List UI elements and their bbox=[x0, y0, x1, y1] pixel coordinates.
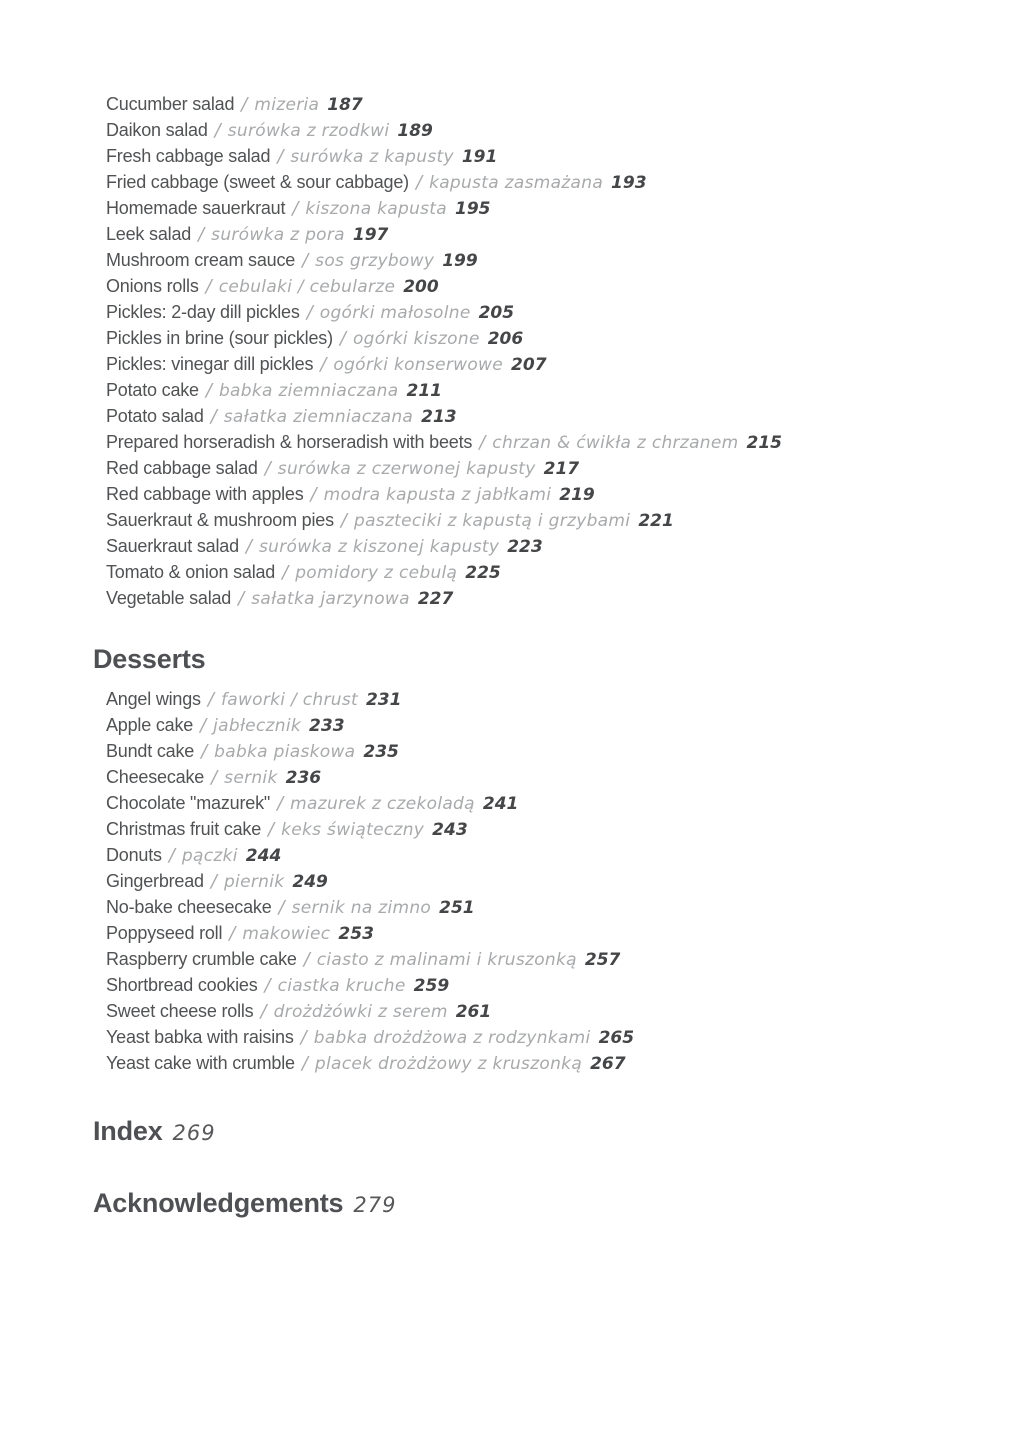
entry-page-number: 257 bbox=[584, 950, 621, 970]
entry-title-pl: jabłecznik bbox=[213, 716, 302, 736]
section-heading-block-desserts bbox=[0, 644, 1027, 674]
entry-title-en: Bundt cake bbox=[106, 741, 195, 761]
entry-title-en: Pickles in brine (sour pickles) bbox=[106, 328, 333, 348]
separator-slash: / bbox=[292, 198, 299, 219]
entry-title-pl: kiszona kapusta bbox=[305, 199, 447, 219]
entry-title-pl: surówka z rzodkwi bbox=[227, 121, 390, 141]
entry-title-en: Homemade sauerkraut bbox=[106, 198, 286, 218]
toc-entry bbox=[0, 273, 1027, 299]
toc-entry bbox=[0, 686, 1027, 712]
entry-title-en: No-bake cheesecake bbox=[106, 897, 272, 917]
entry-title-pl: babka piaskowa bbox=[214, 742, 356, 762]
entry-title-en: Poppyseed roll bbox=[106, 923, 223, 943]
entry-title-pl: sernik bbox=[224, 768, 278, 788]
toc-entry bbox=[0, 299, 1027, 325]
entry-title-pl: pomidory z cebulą bbox=[295, 563, 458, 583]
separator-slash: / bbox=[282, 562, 289, 583]
toc-entry bbox=[0, 1024, 1027, 1050]
entry-title-en: Potato cake bbox=[106, 380, 199, 400]
separator-slash: / bbox=[245, 536, 252, 557]
entry-title-en: Christmas fruit cake bbox=[106, 819, 262, 839]
entry-page-number: 235 bbox=[363, 742, 399, 762]
entry-title-en: Pickles: 2-day dill pickles bbox=[106, 302, 300, 322]
separator-slash: / bbox=[264, 975, 271, 996]
entry-page-number: 215 bbox=[746, 433, 782, 453]
toc-sections bbox=[0, 91, 1027, 1220]
separator-slash: / bbox=[339, 328, 346, 349]
entry-title-pl: sos grzybowy bbox=[315, 251, 435, 271]
entry-title-en: Raspberry crumble cake bbox=[106, 949, 297, 969]
entry-page-number: 211 bbox=[406, 381, 442, 401]
entry-title-en: Angel wings bbox=[106, 689, 201, 709]
entry-page-number: 200 bbox=[403, 277, 439, 297]
entry-title-pl: modra kapusta z jabłkami bbox=[323, 485, 552, 505]
entry-title-pl: surówka z pora bbox=[211, 225, 345, 245]
toc-entry bbox=[0, 143, 1027, 169]
entry-page-number: 227 bbox=[417, 589, 454, 609]
toc-entry bbox=[0, 403, 1027, 429]
entry-page-number: 265 bbox=[598, 1028, 635, 1048]
separator-slash: / bbox=[205, 276, 212, 297]
separator-slash: / bbox=[205, 380, 212, 401]
separator-slash: / bbox=[415, 172, 423, 193]
entry-title-pl: babka drożdżowa z rodzynkami bbox=[313, 1028, 591, 1048]
entry-page-number: 259 bbox=[413, 976, 450, 996]
entry-title-en: Daikon salad bbox=[106, 120, 208, 140]
entry-title-en: Sauerkraut & mushroom pies bbox=[106, 510, 334, 530]
entry-page-number: 221 bbox=[638, 511, 674, 531]
separator-slash: / bbox=[306, 302, 313, 323]
entry-title-en: Vegetable salad bbox=[106, 588, 232, 608]
toc-entry bbox=[0, 169, 1027, 195]
entry-title-en: Donuts bbox=[106, 845, 162, 865]
entry-page-number: 207 bbox=[511, 355, 547, 375]
separator-slash: / bbox=[214, 120, 221, 141]
entry-page-number: 193 bbox=[611, 173, 647, 193]
toc-entry bbox=[0, 455, 1027, 481]
entry-title-en: Cheesecake bbox=[106, 767, 205, 787]
toc-entry bbox=[0, 868, 1027, 894]
entry-title-pl: mazurek z czekoladą bbox=[290, 794, 475, 814]
section-heading-label: Index bbox=[93, 1116, 163, 1146]
entry-title-en: Yeast cake with crumble bbox=[106, 1053, 295, 1073]
entry-page-number: 267 bbox=[590, 1054, 626, 1074]
entry-title-en: Yeast babka with raisins bbox=[106, 1027, 294, 1047]
separator-slash: / bbox=[277, 793, 284, 814]
section-heading-block-acknowledgements bbox=[0, 1188, 1027, 1220]
separator-slash: / bbox=[300, 1027, 307, 1048]
entry-title-pl: ogórki konserwowe bbox=[333, 355, 504, 375]
toc-entry bbox=[0, 351, 1027, 377]
toc-entry bbox=[0, 429, 1027, 455]
entry-title-en: Red cabbage with apples bbox=[106, 484, 304, 504]
entry-page-number: 191 bbox=[461, 147, 498, 167]
toc-entry bbox=[0, 894, 1027, 920]
entry-page-number: 225 bbox=[465, 563, 501, 583]
separator-slash: / bbox=[200, 715, 207, 736]
toc-entry bbox=[0, 325, 1027, 351]
separator-slash: / bbox=[310, 484, 317, 505]
entry-page-number: 223 bbox=[507, 537, 543, 557]
entry-title-pl: ciastka kruche bbox=[277, 976, 406, 996]
toc-entry bbox=[0, 712, 1027, 738]
entry-title-pl: surówka z kapusty bbox=[290, 147, 454, 167]
entry-title-pl: ogórki kiszone bbox=[352, 329, 480, 349]
entry-page-number: 219 bbox=[559, 485, 595, 505]
entry-title-pl: piernik bbox=[223, 872, 285, 892]
toc-entry bbox=[0, 972, 1027, 998]
entry-page-number: 199 bbox=[442, 251, 478, 271]
entry-title-en: Mushroom cream sauce bbox=[106, 250, 296, 270]
section-heading-block-index bbox=[0, 1116, 1027, 1148]
toc-entry bbox=[0, 816, 1027, 842]
toc-entry bbox=[0, 195, 1027, 221]
entry-title-pl: sałatka jarzynowa bbox=[251, 589, 410, 609]
entry-title-pl: drożdżówki z serem bbox=[273, 1002, 448, 1022]
separator-slash: / bbox=[278, 897, 285, 918]
entry-title-en: Gingerbread bbox=[106, 871, 204, 891]
entry-title-en: Cucumber salad bbox=[106, 94, 235, 114]
separator-slash: / bbox=[260, 1001, 267, 1022]
entry-title-en: Leek salad bbox=[106, 224, 192, 244]
entry-title-pl: faworki / chrust bbox=[220, 690, 358, 710]
entry-page-number: 205 bbox=[478, 303, 515, 323]
entry-title-pl: ciasto z malinami i kruszonką bbox=[316, 950, 577, 970]
toc-entry bbox=[0, 533, 1027, 559]
entry-page-number: 249 bbox=[292, 872, 328, 892]
separator-slash: / bbox=[301, 1053, 308, 1074]
toc-entry bbox=[0, 377, 1027, 403]
entry-title-pl: placek drożdżowy z kruszonką bbox=[314, 1054, 583, 1074]
entry-title-pl: mizeria bbox=[254, 95, 320, 115]
toc-entry bbox=[0, 998, 1027, 1024]
toc-entry bbox=[0, 247, 1027, 273]
separator-slash: / bbox=[210, 871, 217, 892]
entry-title-en: Tomato & onion salad bbox=[106, 562, 276, 582]
entry-title-en: Prepared horseradish & horseradish with beets bbox=[106, 432, 473, 452]
entry-page-number: 195 bbox=[455, 199, 491, 219]
entry-title-pl: surówka z kiszonej kapusty bbox=[258, 537, 500, 557]
separator-slash: / bbox=[210, 406, 217, 427]
separator-slash: / bbox=[211, 767, 218, 788]
entry-title-pl: paszteciki z kapustą i grzybami bbox=[353, 511, 631, 531]
separator-slash: / bbox=[201, 741, 208, 762]
entry-title-en: Fresh cabbage salad bbox=[106, 146, 271, 166]
entry-page-number: 261 bbox=[455, 1002, 492, 1022]
separator-slash: / bbox=[302, 250, 309, 271]
section-heading bbox=[0, 644, 1027, 674]
toc-entry bbox=[0, 764, 1027, 790]
toc-entry bbox=[0, 117, 1027, 143]
separator-slash: / bbox=[241, 94, 248, 115]
entry-page-number: 253 bbox=[338, 924, 374, 944]
entry-title-pl: kapusta zasmażana bbox=[429, 173, 604, 193]
entry-page-number: 233 bbox=[309, 716, 345, 736]
separator-slash: / bbox=[168, 845, 175, 866]
separator-slash: / bbox=[479, 432, 486, 453]
entry-title-pl: pączki bbox=[181, 846, 238, 866]
toc-entry bbox=[0, 1050, 1027, 1076]
entry-title-en: Shortbread cookies bbox=[106, 975, 258, 995]
entry-title-en: Potato salad bbox=[106, 406, 204, 426]
separator-slash: / bbox=[277, 146, 284, 167]
toc-entry bbox=[0, 946, 1027, 972]
toc-entry bbox=[0, 91, 1027, 117]
entry-title-pl: surówka z czerwonej kapusty bbox=[277, 459, 536, 479]
entry-page-number: 251 bbox=[439, 898, 475, 918]
section-heading-label: Acknowledgements bbox=[93, 1188, 344, 1218]
separator-slash: / bbox=[340, 510, 347, 531]
entry-title-en: Chocolate "mazurek" bbox=[106, 793, 271, 813]
toc-entry bbox=[0, 585, 1027, 611]
entry-title-pl: sernik na zimno bbox=[291, 898, 432, 918]
entry-title-pl: chrzan & ćwikła z chrzanem bbox=[492, 433, 739, 453]
entry-title-pl: sałatka ziemniaczana bbox=[223, 407, 414, 427]
entry-page-number: 189 bbox=[397, 121, 433, 141]
toc-entry bbox=[0, 842, 1027, 868]
entry-title-en: Pickles: vinegar dill pickles bbox=[106, 354, 314, 374]
entry-page-number: 206 bbox=[487, 329, 524, 349]
entry-title-pl: ogórki małosolne bbox=[319, 303, 471, 323]
entry-page-number: 241 bbox=[482, 794, 519, 814]
separator-slash: / bbox=[264, 458, 271, 479]
toc-entry bbox=[0, 790, 1027, 816]
entry-title-en: Apple cake bbox=[106, 715, 194, 735]
section-heading bbox=[0, 1116, 1027, 1148]
toc-entry bbox=[0, 738, 1027, 764]
toc-entry bbox=[0, 507, 1027, 533]
entry-title-pl: makowiec bbox=[242, 924, 331, 944]
separator-slash: / bbox=[207, 689, 214, 710]
section-heading bbox=[0, 1188, 1027, 1220]
separator-slash: / bbox=[238, 588, 245, 609]
separator-slash: / bbox=[198, 224, 205, 245]
entry-page-number: 243 bbox=[432, 820, 468, 840]
entry-page-number: 244 bbox=[245, 846, 282, 866]
separator-slash: / bbox=[268, 819, 275, 840]
entry-title-en: Red cabbage salad bbox=[106, 458, 258, 478]
toc-entry bbox=[0, 920, 1027, 946]
entry-title-pl: babka ziemniaczana bbox=[218, 381, 399, 401]
entry-page-number: 231 bbox=[365, 690, 402, 710]
section-heading-page-number: 279 bbox=[353, 1193, 397, 1217]
section-heading-page-number: 269 bbox=[172, 1121, 216, 1145]
entry-title-en: Fried cabbage (sweet & sour cabbage) bbox=[106, 172, 409, 192]
entry-title-pl: cebulaki / cebularze bbox=[218, 277, 396, 297]
separator-slash: / bbox=[229, 923, 236, 944]
section-heading-label: Desserts bbox=[93, 644, 206, 674]
entry-page-number: 236 bbox=[285, 768, 322, 788]
toc-entry bbox=[0, 221, 1027, 247]
entry-title-pl: keks świąteczny bbox=[281, 820, 425, 840]
entry-title-en: Sweet cheese rolls bbox=[106, 1001, 254, 1021]
entry-page-number: 217 bbox=[543, 459, 580, 479]
entry-page-number: 197 bbox=[352, 225, 389, 245]
separator-slash: / bbox=[303, 949, 310, 970]
toc-entry bbox=[0, 559, 1027, 585]
entry-title-en: Sauerkraut salad bbox=[106, 536, 239, 556]
entry-title-en: Onions rolls bbox=[106, 276, 199, 296]
entry-page-number: 187 bbox=[327, 95, 363, 115]
separator-slash: / bbox=[320, 354, 327, 375]
entry-page-number: 213 bbox=[421, 407, 457, 427]
toc-entry bbox=[0, 481, 1027, 507]
